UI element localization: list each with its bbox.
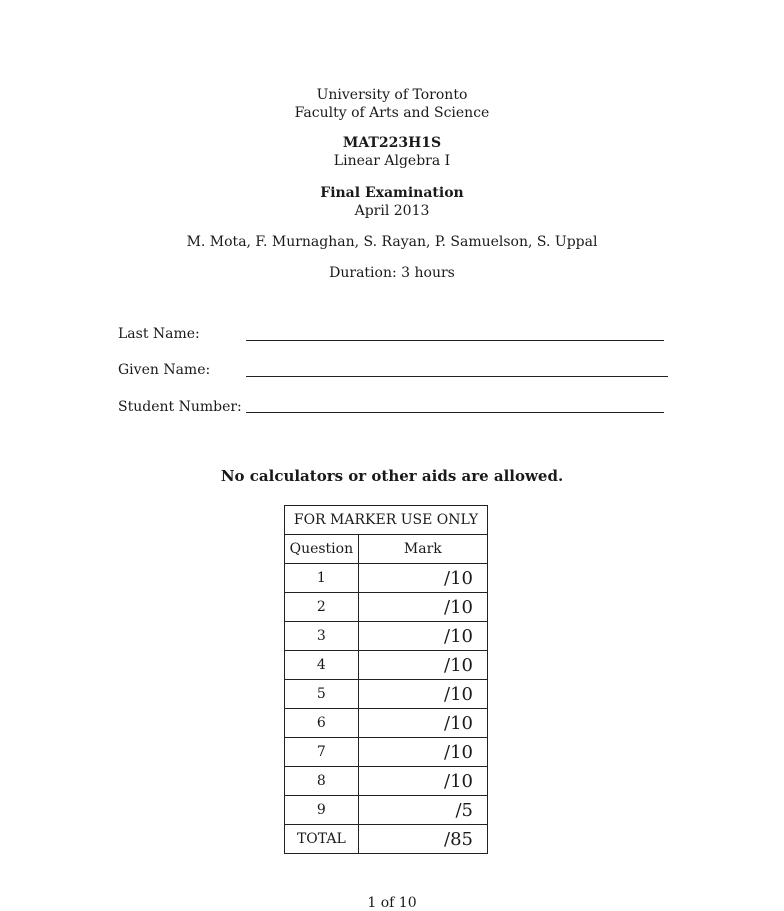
question-number: 2 xyxy=(285,593,359,622)
last-name-field[interactable] xyxy=(246,340,664,341)
question-mark: /10 xyxy=(358,564,487,593)
university-name: University of Toronto xyxy=(316,87,468,103)
student-number-label: Student Number: xyxy=(118,399,242,415)
table-row xyxy=(285,709,488,738)
faculty-name: Faculty of Arts and Science xyxy=(294,105,490,121)
duration: Duration: 3 hours xyxy=(329,265,455,281)
question-number: 6 xyxy=(285,709,359,738)
student-number-field[interactable] xyxy=(246,412,664,413)
question-number: 3 xyxy=(285,622,359,651)
question-number: 7 xyxy=(285,738,359,767)
question-mark: /10 xyxy=(358,767,487,796)
table-row xyxy=(285,680,488,709)
marker-table xyxy=(284,505,488,854)
question-column-header: Question xyxy=(285,535,359,564)
question-mark: /10 xyxy=(358,651,487,680)
exam-title: Final Examination xyxy=(320,185,464,201)
question-number: 1 xyxy=(285,564,359,593)
course-name: Linear Algebra I xyxy=(333,153,451,169)
course-code: MAT223H1S xyxy=(342,135,442,151)
question-mark: /10 xyxy=(358,622,487,651)
table-row xyxy=(285,767,488,796)
question-mark: /5 xyxy=(358,796,487,825)
question-mark: /10 xyxy=(358,680,487,709)
question-number: 4 xyxy=(285,651,359,680)
question-mark: /10 xyxy=(358,738,487,767)
examiners: M. Mota, F. Murnaghan, S. Rayan, P. Samuelson, S. Uppal xyxy=(186,234,598,250)
marker-table-title-row xyxy=(285,506,488,535)
marker-table-header-row xyxy=(285,535,488,564)
aids-notice: No calculators or other aids are allowed. xyxy=(220,467,564,485)
table-row xyxy=(285,651,488,680)
page-number: 1 of 10 xyxy=(367,895,417,911)
total-mark: /85 xyxy=(358,825,487,854)
table-row xyxy=(285,593,488,622)
marker-table-body xyxy=(285,564,488,825)
table-row xyxy=(285,738,488,767)
last-name-label: Last Name: xyxy=(118,326,200,342)
question-number: 9 xyxy=(285,796,359,825)
question-number: 8 xyxy=(285,767,359,796)
question-mark: /10 xyxy=(358,709,487,738)
table-row xyxy=(285,564,488,593)
table-row xyxy=(285,622,488,651)
exam-date: April 2013 xyxy=(354,203,430,219)
marker-table-title: FOR MARKER USE ONLY xyxy=(285,506,488,535)
mark-column-header: Mark xyxy=(358,535,487,564)
question-number: 5 xyxy=(285,680,359,709)
total-label: TOTAL xyxy=(285,825,359,854)
given-name-field[interactable] xyxy=(246,376,668,377)
table-row xyxy=(285,796,488,825)
marker-total-row xyxy=(285,825,488,854)
question-mark: /10 xyxy=(358,593,487,622)
given-name-label: Given Name: xyxy=(118,362,211,378)
